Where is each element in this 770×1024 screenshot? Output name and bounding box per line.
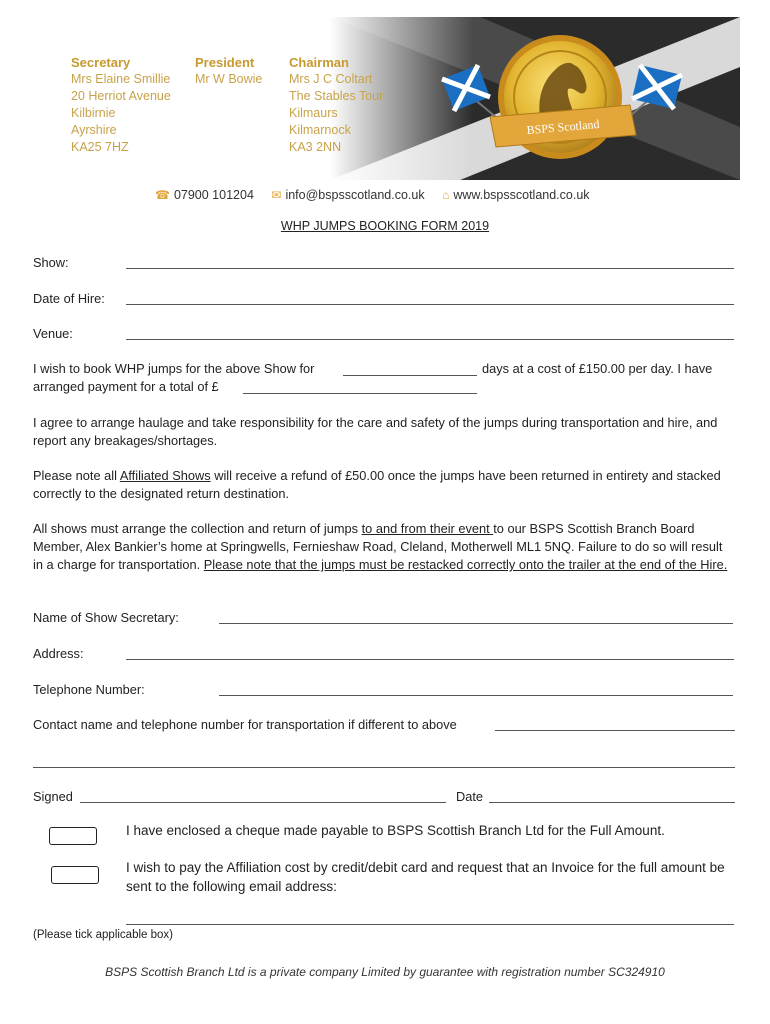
form-title: WHP JUMPS BOOKING FORM 2019 <box>280 219 490 233</box>
chairman-line: Mrs J C Coltart <box>289 72 373 86</box>
secretary-block <box>71 54 171 156</box>
show-field[interactable] <box>126 268 734 269</box>
refund-paragraph <box>33 467 733 503</box>
address-label: Address: <box>33 646 84 661</box>
secretary-line: KA25 7HZ <box>71 140 129 154</box>
venue-field[interactable] <box>126 339 734 340</box>
chairman-line: Kilmarnock <box>289 123 351 137</box>
show-secretary-label: Name of Show Secretary: <box>33 610 179 625</box>
booking-text-a: I wish to book WHP jumps for the above Show for <box>33 361 315 376</box>
booking-text-b: days at a cost of £150.00 per day. I have <box>482 361 713 376</box>
refund-text-b: will receive a refund of £50.00 once the jumps have been returned in entirety and stacked correctly to the designated return destination. <box>33 468 721 501</box>
days-field[interactable] <box>343 375 477 376</box>
chairman-block <box>289 54 383 156</box>
affiliated-shows-link[interactable]: Affiliated Shows <box>119 468 211 483</box>
card-option-label: I wish to pay the Affiliation cost by credit/debit card and request that an Invoice for the full amount be sent to the following email address: <box>126 860 725 894</box>
venue-label: Venue: <box>33 326 73 341</box>
phone-number: 07900 101204 <box>173 188 254 202</box>
seal-text: BSPS Scotland <box>526 116 600 138</box>
chairman-line: Kilmaurs <box>289 106 338 120</box>
tick-note: (Please tick applicable box) <box>33 929 173 941</box>
chairman-line: The Stables Tour <box>289 89 384 103</box>
total-amount-field[interactable] <box>243 393 477 394</box>
secretary-line: Mrs Elaine Smillie <box>71 72 171 86</box>
banner-logo <box>330 17 740 180</box>
signed-label: Signed <box>33 789 73 804</box>
collection-text-b: to our BSPS Scottish Branch Board Member, Alex Bankier’s home at Springwells, Fernieshaw Road, Cleland, Motherwell ML1 5NQ. Failure to do so will result in a charge for transportation. <box>33 521 723 572</box>
secretary-line: 20 Herriot Avenue <box>71 89 171 103</box>
date-label: Date <box>456 789 484 804</box>
telephone-field[interactable] <box>219 695 733 696</box>
president-block <box>195 54 262 88</box>
chairman-heading: Chairman <box>289 55 349 70</box>
date-field[interactable] <box>489 802 735 803</box>
contact-row <box>155 188 604 202</box>
president-heading: President <box>195 55 255 70</box>
secretary-line: Ayrshire <box>71 123 117 137</box>
transport-contact-field-2[interactable] <box>33 767 735 768</box>
telephone-label: Telephone Number: <box>33 682 145 697</box>
haulage-paragraph: I agree to arrange haulage and take responsibility for the care and safety of the jumps during transportation and hire, and report any breakages/shortages. <box>33 415 718 448</box>
footer-registration: BSPS Scottish Branch Ltd is a private company Limited by guarantee with registration number SC324910 <box>105 965 665 979</box>
phone-icon: ☎ <box>155 188 170 202</box>
transport-contact-label: Contact name and telephone number for transportation if different to above <box>33 717 457 732</box>
email-icon: ✉ <box>271 188 282 202</box>
secretary-line: Kilbirnie <box>71 106 116 120</box>
collection-paragraph <box>33 520 733 574</box>
collection-text-a: All shows must arrange the collection and return of jumps <box>33 521 362 536</box>
card-checkbox[interactable] <box>51 866 99 884</box>
date-of-hire-label: Date of Hire: <box>33 291 105 306</box>
show-label: Show: <box>33 255 69 270</box>
address-field[interactable] <box>126 659 734 660</box>
home-icon: ⌂ <box>442 188 450 202</box>
signature-field[interactable] <box>80 802 446 803</box>
email-address[interactable]: info@bspsscotland.co.uk <box>285 188 425 202</box>
chairman-line: KA3 2NN <box>289 140 342 154</box>
cheque-option-label: I have enclosed a cheque made payable to BSPS Scottish Branch Ltd for the Full Amount. <box>126 823 665 838</box>
email-address-field[interactable] <box>126 924 734 925</box>
show-secretary-field[interactable] <box>219 623 733 624</box>
refund-text-a: Please note all <box>33 468 120 483</box>
transport-contact-field[interactable] <box>495 730 735 731</box>
collection-underline-2: Please note that the jumps must be restacked correctly onto the trailer at the end of the Hire. <box>203 557 728 572</box>
president-line: Mr W Bowie <box>195 72 263 86</box>
collection-underline-1: to and from their event <box>361 521 494 536</box>
date-of-hire-field[interactable] <box>126 304 734 305</box>
website-link[interactable]: www.bspsscotland.co.uk <box>453 188 590 202</box>
booking-text-c: arranged payment for a total of £ <box>33 379 219 394</box>
secretary-heading: Secretary <box>71 55 131 70</box>
cheque-checkbox[interactable] <box>49 827 97 845</box>
